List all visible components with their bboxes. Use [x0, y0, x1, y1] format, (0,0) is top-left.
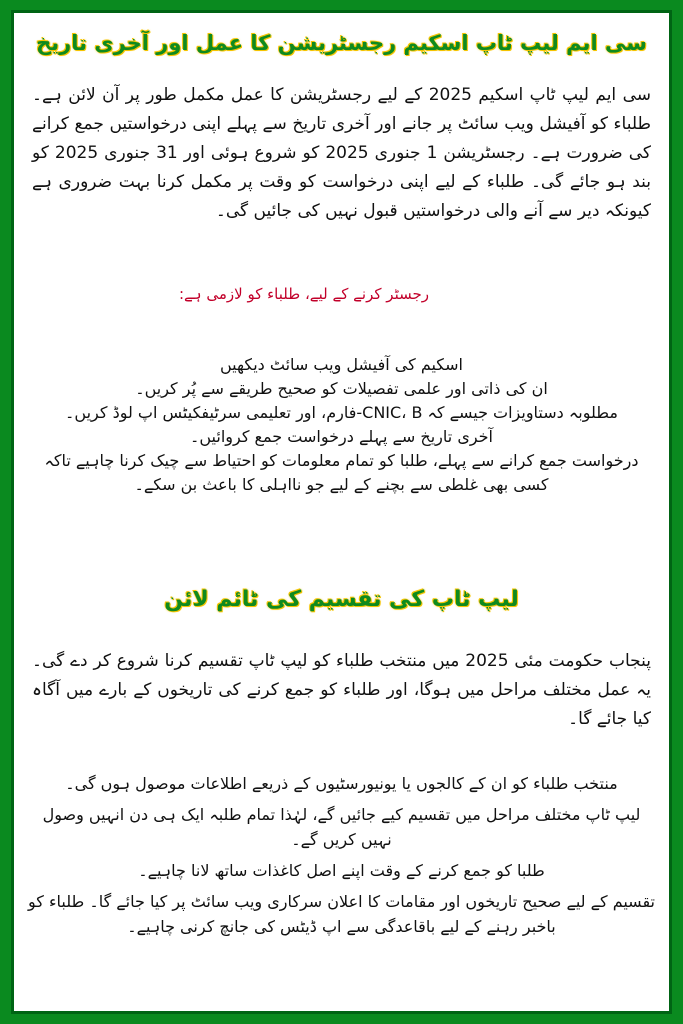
list-item: آخری تاریخ سے پہلے درخواست جمع کروائیں۔ — [190, 427, 493, 446]
list-item: مطلوبہ دستاویزات جیسے کہ CNIC، B-فارم، اور تعلیمی سرٹیفکیٹس اپ لوڈ کریں۔ — [65, 403, 618, 422]
list-item: لیپ ٹاپ مختلف مراحل میں تقسیم کیے جائیں گے، لہٰذا تمام طلبہ ایک ہی دن انہیں وصول نہیں کریں گے۔ — [42, 805, 641, 849]
list-item: تقسیم کے لیے صحیح تاریخوں اور مقامات کا اعلان سرکاری ویب سائٹ پر کیا جائے گا۔ طلباء کو باخبر رہنے کے لیے باقاعدگی سے اپ ڈیٹس کی جانچ کرنی چاہیے۔ — [28, 892, 655, 936]
list-item: طلبا کو جمع کرنے کے وقت اپنے اصل کاغذات ساتھ لانا چاہیے۔ — [138, 861, 545, 880]
list-item: منتخب طلباء کو ان کے کالجوں یا یونیورسٹیوں کے ذریعے اطلاعات موصول ہوں گی۔ — [65, 774, 618, 793]
article-panel — [11, 10, 672, 1014]
requirements-list — [34, 353, 649, 497]
list-item: درخواست جمع کرانے سے پہلے، طلبا کو تمام معلومات کو احتیاط سے چیک کرنا چاہیے تاکہ کسی بھی غلطی سے بچنے کے لیے جو نااہلی کا باعث بن سکے۔ — [44, 451, 639, 494]
timeline-paragraph: پنجاب حکومت مئی 2025 میں منتخب طلباء کو لیپ ٹاپ تقسیم کرنا شروع کر دے گی۔ یہ عمل مختلف مراحل میں ہوگا، اور طلباء کو جمع کرنے کی تاریخوں کے بارے میں آگاہ کیا جائے گا۔ — [32, 651, 651, 729]
timeline-heading: لیپ ٹاپ کی تقسیم کی ٹائم لائن — [164, 587, 519, 612]
requirements-heading: رجسٹر کرنے کے لیے، طلباء کو لازمی ہے: — [178, 285, 429, 303]
registration-heading: سی ایم لیپ ٹاپ اسکیم رجسٹریشن کا عمل اور آخری تاریخ — [36, 31, 647, 55]
list-item: اسکیم کی آفیشل ویب سائٹ دیکھیں — [220, 355, 463, 374]
intro-paragraph: سی ایم لیپ ٹاپ اسکیم 2025 کے لیے رجسٹریشن کا عمل مکمل طور پر آن لائن ہے۔ طلباء کو آفیشل ویب سائٹ پر جانے اور آخری تاریخ سے پہلے اپنی درخواستیں جمع کرانے کی ضرورت ہے۔ رجسٹریشن 1 جنوری 2025 کو شروع ہوئی اور 31 جنوری 2025 کو بند ہو جائے گی۔ طلباء کے لیے اپنی درخواست کو وقت پر مکمل کرنا بہت ضروری ہے کیونکہ دیر سے آنے والی درخواستیں قبول نہیں کی جائیں گی۔ — [32, 85, 651, 221]
timeline-list — [28, 771, 655, 939]
list-item: ان کی ذاتی اور علمی تفصیلات کو صحیح طریقے سے پُر کریں۔ — [135, 379, 548, 398]
